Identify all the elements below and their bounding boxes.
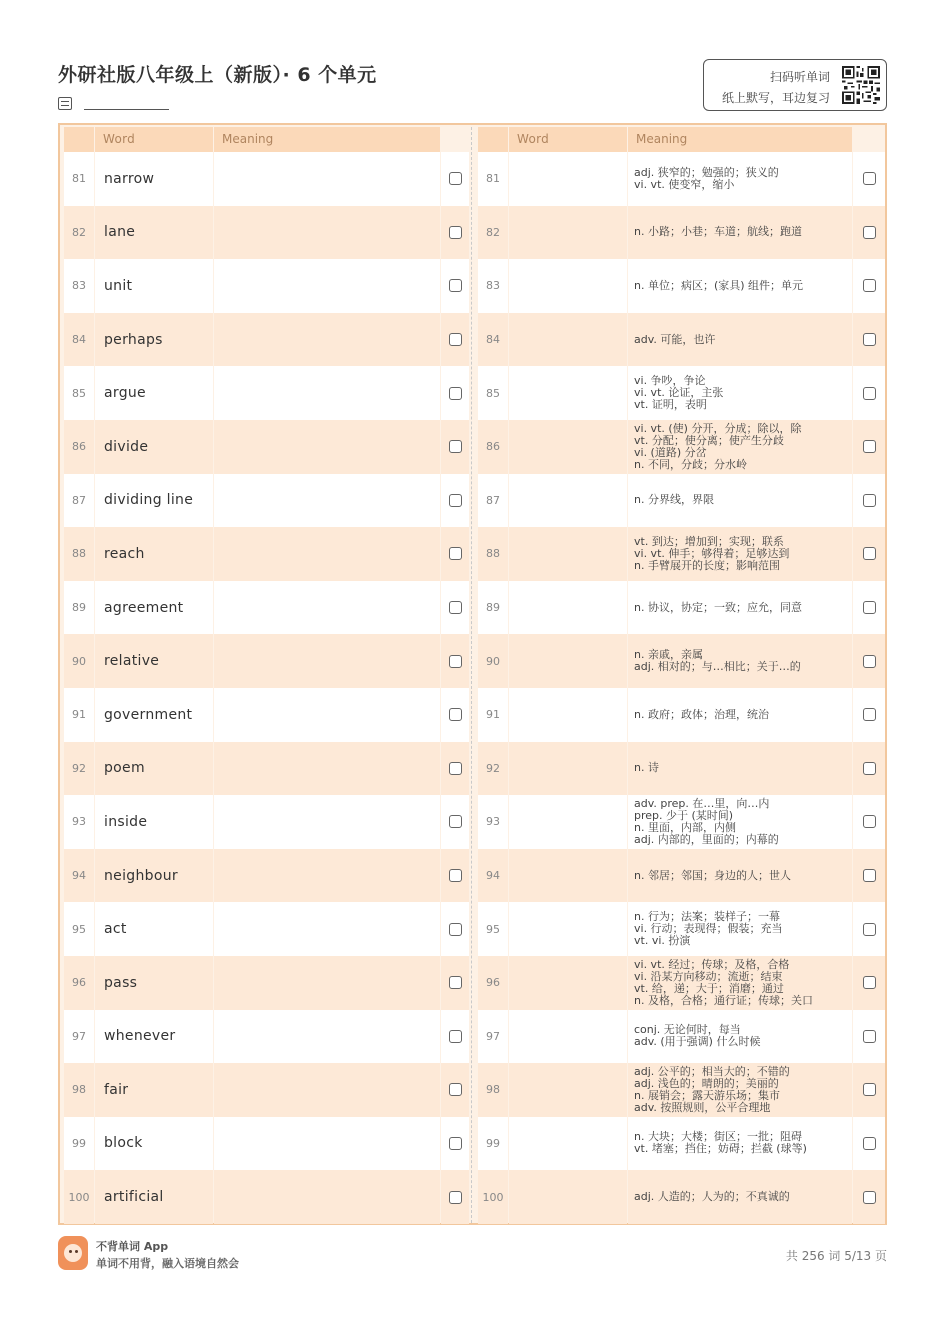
check-cell [441, 742, 469, 796]
table-row [64, 366, 469, 420]
name-field [58, 95, 169, 111]
checkbox-icon[interactable] [449, 976, 462, 989]
check-cell [441, 152, 469, 206]
row-number: 91 [478, 688, 508, 742]
table-row [64, 634, 469, 688]
check-cell [441, 259, 469, 313]
row-number: 95 [478, 902, 508, 956]
meaning-cell [628, 1117, 852, 1171]
header-meaning-cell [628, 127, 852, 152]
header-word-label: Word [103, 132, 136, 146]
check-cell [853, 1117, 885, 1171]
table-row [64, 259, 469, 313]
meaning-text: adj. 人造的；人为的；不真诚的 [634, 1190, 790, 1204]
meaning-text: n. 诗 [634, 761, 659, 775]
word-cell: pass [95, 956, 213, 1010]
word-cell: argue [95, 366, 213, 420]
meaning-text: n. 分界线，界限 [634, 493, 714, 507]
table-row [64, 1010, 469, 1064]
checkbox-icon[interactable] [449, 923, 462, 936]
checkbox-icon[interactable] [863, 601, 876, 614]
table-row [64, 527, 469, 581]
word-blank-cell[interactable] [509, 688, 627, 742]
row-number: 83 [478, 259, 508, 313]
meaning-blank-cell[interactable] [214, 849, 440, 903]
row-number: 88 [64, 527, 94, 581]
word-blank-cell[interactable] [509, 956, 627, 1010]
row-number: 86 [64, 420, 94, 474]
check-cell [853, 1063, 885, 1117]
row-number: 100 [64, 1170, 94, 1224]
meaning-text: adj. 狭窄的；勉强的；狭义的 vi. vt. 使变窄，缩小 [634, 165, 779, 191]
meaning-text: vt. 到达；增加到；实现；联系 vi. vt. 伸手；够得着；足够达到 n. 手臂展开的长度；影响范围 [634, 534, 790, 572]
table-row [478, 688, 885, 742]
checkbox-icon[interactable] [449, 494, 462, 507]
check-cell [853, 313, 885, 367]
meaning-cell [628, 902, 852, 956]
check-cell [441, 956, 469, 1010]
table-row [478, 956, 885, 1010]
table-row [478, 634, 885, 688]
checkbox-icon[interactable] [449, 1191, 462, 1204]
meaning-blank-cell[interactable] [214, 313, 440, 367]
word-blank-cell[interactable] [509, 420, 627, 474]
check-cell [441, 206, 469, 260]
check-cell [853, 1170, 885, 1224]
table-row [478, 849, 885, 903]
word-cell: agreement [95, 581, 213, 635]
table-row [478, 1117, 885, 1171]
meaning-cell [628, 634, 852, 688]
checkbox-icon[interactable] [449, 1083, 462, 1096]
word-cell: reach [95, 527, 213, 581]
checkbox-icon[interactable] [863, 333, 876, 346]
checkbox-icon[interactable] [449, 547, 462, 560]
row-number: 89 [64, 581, 94, 635]
table-row [478, 420, 885, 474]
meaning-cell [628, 313, 852, 367]
row-number: 91 [64, 688, 94, 742]
word-blank-cell[interactable] [509, 1117, 627, 1171]
check-cell [853, 634, 885, 688]
table-row [478, 1170, 885, 1224]
check-cell [853, 474, 885, 528]
meaning-blank-cell[interactable] [214, 581, 440, 635]
row-number: 86 [478, 420, 508, 474]
footer-slogan: 单词不用背，融入语境自然会 [96, 1257, 239, 1270]
checkbox-icon[interactable] [863, 547, 876, 560]
qr-code-icon[interactable] [842, 66, 880, 104]
row-number: 85 [478, 366, 508, 420]
check-cell [853, 527, 885, 581]
checkbox-icon[interactable] [863, 976, 876, 989]
name-icon [58, 97, 72, 110]
check-cell [853, 688, 885, 742]
checkbox-icon[interactable] [449, 815, 462, 828]
check-cell [441, 688, 469, 742]
word-blank-cell[interactable] [509, 581, 627, 635]
checkbox-icon[interactable] [863, 655, 876, 668]
meaning-blank-cell[interactable] [214, 902, 440, 956]
checkbox-icon[interactable] [863, 1083, 876, 1096]
row-number: 97 [478, 1010, 508, 1064]
table-row [478, 581, 885, 635]
header-number-cell [478, 127, 508, 152]
vocabulary-sheet [58, 123, 887, 1225]
row-number: 99 [64, 1117, 94, 1171]
table-row [64, 420, 469, 474]
word-blank-cell[interactable] [509, 1170, 627, 1224]
checkbox-icon[interactable] [449, 708, 462, 721]
check-cell [441, 1010, 469, 1064]
table-row [64, 956, 469, 1010]
meaning-blank-cell[interactable] [214, 1170, 440, 1224]
table-row [64, 688, 469, 742]
meaning-text: conj. 无论何时，每当 adv. (用于强调) 什么时候 [634, 1023, 761, 1049]
word-cell: divide [95, 420, 213, 474]
row-number: 88 [478, 527, 508, 581]
checkbox-icon[interactable] [863, 708, 876, 721]
word-cell: unit [95, 259, 213, 313]
header-check-cell [441, 127, 469, 152]
table-row [478, 259, 885, 313]
word-blank-cell[interactable] [509, 634, 627, 688]
meaning-text: n. 大块；大楼；街区；一批；阻碍 vt. 堵塞；挡住；妨碍；拦截 (球等) [634, 1130, 807, 1156]
meaning-blank-cell[interactable] [214, 366, 440, 420]
checkbox-icon[interactable] [449, 226, 462, 239]
table-row [478, 366, 885, 420]
meaning-text: n. 行为；法案；装样子；一幕 vi. 行动；表现得；假装；充当 vt. vi. 扮演 [634, 910, 783, 948]
meaning-text: n. 亲戚，亲属 adj. 相对的；与…相比；关于…的 [634, 648, 801, 674]
row-number: 96 [478, 956, 508, 1010]
checkbox-icon[interactable] [449, 172, 462, 185]
meaning-cell [628, 849, 852, 903]
check-cell [441, 902, 469, 956]
checkbox-icon[interactable] [863, 494, 876, 507]
table-row [64, 902, 469, 956]
promo-line-1: 扫码听单词 [769, 70, 830, 84]
check-cell [853, 902, 885, 956]
check-cell [441, 527, 469, 581]
row-number: 81 [478, 152, 508, 206]
meaning-cell [628, 956, 852, 1010]
footer-app-name: 不背单词 App [96, 1240, 169, 1253]
word-cell: act [95, 902, 213, 956]
checkbox-icon[interactable] [449, 655, 462, 668]
checkbox-icon[interactable] [863, 226, 876, 239]
check-cell [441, 849, 469, 903]
checkbox-icon[interactable] [863, 1030, 876, 1043]
table-row [64, 1063, 469, 1117]
row-number: 82 [64, 206, 94, 260]
left-header-row [64, 127, 469, 152]
word-blank-cell[interactable] [509, 1063, 627, 1117]
header-check-cell [853, 127, 885, 152]
checkbox-icon[interactable] [449, 601, 462, 614]
word-blank-cell[interactable] [509, 902, 627, 956]
table-row [64, 581, 469, 635]
meaning-text: adv. prep. 在…里，向…内 prep. 少于 (某时间) n. 里面，内部，内侧 adj. 内部的，里面的；内幕的 [634, 796, 779, 846]
checkbox-icon[interactable] [449, 1137, 462, 1150]
check-cell [853, 420, 885, 474]
checkbox-icon[interactable] [863, 387, 876, 400]
check-cell [853, 366, 885, 420]
checkbox-icon[interactable] [863, 1137, 876, 1150]
row-number: 99 [478, 1117, 508, 1171]
meaning-cell [628, 420, 852, 474]
meaning-text: n. 协议，协定；一致；应允，同意 [634, 600, 802, 614]
word-cell: neighbour [95, 849, 213, 903]
meaning-cell [628, 474, 852, 528]
checkbox-icon[interactable] [449, 440, 462, 453]
table-row [478, 795, 885, 849]
table-row [478, 1010, 885, 1064]
app-logo-icon [58, 1236, 88, 1270]
check-cell [441, 581, 469, 635]
meaning-blank-cell[interactable] [214, 206, 440, 260]
word-cell: poem [95, 742, 213, 796]
meaning-cell [628, 259, 852, 313]
word-blank-cell[interactable] [509, 152, 627, 206]
meaning-cell [628, 152, 852, 206]
header-meaning-label: Meaning [636, 132, 688, 146]
meaning-blank-cell[interactable] [214, 1010, 440, 1064]
meaning-blank-cell[interactable] [214, 474, 440, 528]
word-blank-cell[interactable] [509, 366, 627, 420]
row-number: 81 [64, 152, 94, 206]
row-number: 92 [478, 742, 508, 796]
row-number: 98 [64, 1063, 94, 1117]
table-row [64, 742, 469, 796]
word-cell: narrow [95, 152, 213, 206]
word-blank-cell[interactable] [509, 259, 627, 313]
meaning-text: vi. vt. 经过；传球；及格，合格 vi. 沿某方向移动；流逝；结束 vt. 给，递；大于；消磨；通过 n. 及格，合格；通行证；传球；关口 [634, 957, 813, 1007]
row-number: 89 [478, 581, 508, 635]
meaning-blank-cell[interactable] [214, 795, 440, 849]
table-row [64, 206, 469, 260]
checkbox-icon[interactable] [863, 172, 876, 185]
right-header-row [478, 127, 885, 152]
meaning-cell [628, 206, 852, 260]
table-row [64, 1170, 469, 1224]
word-blank-cell[interactable] [509, 206, 627, 260]
table-row [64, 313, 469, 367]
table-row [64, 795, 469, 849]
meaning-text: n. 政府；政体；治理，统治 [634, 707, 769, 721]
table-row [64, 1117, 469, 1171]
meaning-blank-cell[interactable] [214, 527, 440, 581]
checkbox-icon[interactable] [449, 762, 462, 775]
row-number: 85 [64, 366, 94, 420]
table-row [478, 1063, 885, 1117]
meaning-cell [628, 742, 852, 796]
header-word-label: Word [517, 132, 550, 146]
checkbox-icon[interactable] [863, 923, 876, 936]
header-word-cell [95, 127, 213, 152]
row-number: 97 [64, 1010, 94, 1064]
table-row [64, 849, 469, 903]
word-blank-cell[interactable] [509, 1010, 627, 1064]
meaning-cell [628, 795, 852, 849]
table-row [64, 152, 469, 206]
audio-promo-box [703, 59, 887, 111]
left-panel-word-list [64, 127, 469, 1224]
word-cell: artificial [95, 1170, 213, 1224]
meaning-blank-cell[interactable] [214, 742, 440, 796]
checkbox-icon[interactable] [863, 762, 876, 775]
meaning-text: n. 邻居；邻国；身边的人；世人 [634, 868, 791, 882]
check-cell [441, 1170, 469, 1224]
row-number: 98 [478, 1063, 508, 1117]
word-cell: block [95, 1117, 213, 1171]
left-rows [64, 152, 469, 1224]
check-cell [853, 152, 885, 206]
checkbox-icon[interactable] [863, 815, 876, 828]
check-cell [441, 366, 469, 420]
header-meaning-label: Meaning [222, 132, 274, 146]
checkbox-icon[interactable] [449, 279, 462, 292]
page-title: 外研社版八年级上（新版）· 6 个单元 [58, 64, 377, 86]
meaning-text: vi. 争吵，争论 vi. vt. 论证，主张 vt. 证明，表明 [634, 374, 724, 412]
word-cell: lane [95, 206, 213, 260]
check-cell [441, 420, 469, 474]
row-number: 82 [478, 206, 508, 260]
table-row [478, 474, 885, 528]
checkbox-icon[interactable] [863, 279, 876, 292]
word-blank-cell[interactable] [509, 795, 627, 849]
checkbox-icon[interactable] [449, 869, 462, 882]
check-cell [853, 1010, 885, 1064]
row-number: 95 [64, 902, 94, 956]
word-cell: perhaps [95, 313, 213, 367]
word-blank-cell[interactable] [509, 474, 627, 528]
meaning-text: adj. 公平的；相当大的；不错的 adj. 浅色的；晴朗的；美丽的 n. 展销会；露天游乐场；集市 adv. 按照规则，公平合理地 [634, 1064, 790, 1114]
check-cell [853, 206, 885, 260]
header-word-cell [509, 127, 627, 152]
table-row [478, 527, 885, 581]
header-number-cell [64, 127, 94, 152]
word-blank-cell[interactable] [509, 742, 627, 796]
meaning-text: n. 单位；病区；(家具) 组件；单元 [634, 278, 804, 292]
checkbox-icon[interactable] [863, 1191, 876, 1204]
fold-line-divider [471, 127, 472, 1223]
right-rows [478, 152, 885, 1224]
meaning-cell [628, 1063, 852, 1117]
checkbox-icon[interactable] [449, 333, 462, 346]
checkbox-icon[interactable] [863, 869, 876, 882]
meaning-cell [628, 1010, 852, 1064]
check-cell [441, 634, 469, 688]
meaning-blank-cell[interactable] [214, 420, 440, 474]
row-number: 87 [64, 474, 94, 528]
check-cell [441, 1063, 469, 1117]
row-number: 90 [478, 634, 508, 688]
checkbox-icon[interactable] [863, 440, 876, 453]
table-row [478, 742, 885, 796]
row-number: 100 [478, 1170, 508, 1224]
table-row [478, 152, 885, 206]
meaning-blank-cell[interactable] [214, 1117, 440, 1171]
row-number: 83 [64, 259, 94, 313]
meaning-cell [628, 1170, 852, 1224]
checkbox-icon[interactable] [449, 1030, 462, 1043]
check-cell [853, 259, 885, 313]
meaning-blank-cell[interactable] [214, 152, 440, 206]
row-number: 90 [64, 634, 94, 688]
meaning-cell [628, 527, 852, 581]
meaning-blank-cell[interactable] [214, 634, 440, 688]
meaning-cell [628, 366, 852, 420]
check-cell [441, 795, 469, 849]
word-cell: whenever [95, 1010, 213, 1064]
meaning-blank-cell[interactable] [214, 688, 440, 742]
right-panel-meaning-list [478, 127, 885, 1224]
promo-line-2: 纸上默写，耳边复习 [721, 91, 830, 105]
meaning-blank-cell[interactable] [214, 956, 440, 1010]
check-cell [853, 795, 885, 849]
word-cell: fair [95, 1063, 213, 1117]
row-number: 96 [64, 956, 94, 1010]
word-cell: inside [95, 795, 213, 849]
check-cell [441, 1117, 469, 1171]
check-cell [853, 742, 885, 796]
row-number: 94 [64, 849, 94, 903]
table-row [478, 902, 885, 956]
check-cell [853, 849, 885, 903]
table-row [64, 474, 469, 528]
word-cell: relative [95, 634, 213, 688]
meaning-cell [628, 688, 852, 742]
meaning-text: vi. vt. (使) 分开，分成；除以，除 vt. 分配；使分离；使产生分歧 vi. (道路) 分岔 n. 不同，分歧；分水岭 [634, 421, 802, 471]
word-cell: government [95, 688, 213, 742]
meaning-text: adv. 可能，也许 [634, 332, 716, 346]
check-cell [441, 474, 469, 528]
meaning-blank-cell[interactable] [214, 1063, 440, 1117]
meaning-text: n. 小路；小巷；车道；航线；跑道 [634, 225, 802, 239]
row-number: 84 [478, 313, 508, 367]
word-cell: dividing line [95, 474, 213, 528]
word-blank-cell[interactable] [509, 849, 627, 903]
check-cell [853, 581, 885, 635]
meaning-cell [628, 581, 852, 635]
row-number: 94 [478, 849, 508, 903]
row-number: 93 [478, 795, 508, 849]
row-number: 93 [64, 795, 94, 849]
row-number: 92 [64, 742, 94, 796]
name-underline [84, 109, 169, 110]
check-cell [441, 313, 469, 367]
header-meaning-cell [214, 127, 440, 152]
checkbox-icon[interactable] [449, 387, 462, 400]
meaning-blank-cell[interactable] [214, 259, 440, 313]
footer-page-info: 共 256 词 5/13 页 [785, 1249, 887, 1263]
table-row [478, 313, 885, 367]
word-blank-cell[interactable] [509, 313, 627, 367]
row-number: 84 [64, 313, 94, 367]
table-row [478, 206, 885, 260]
word-blank-cell[interactable] [509, 527, 627, 581]
check-cell [853, 956, 885, 1010]
row-number: 87 [478, 474, 508, 528]
